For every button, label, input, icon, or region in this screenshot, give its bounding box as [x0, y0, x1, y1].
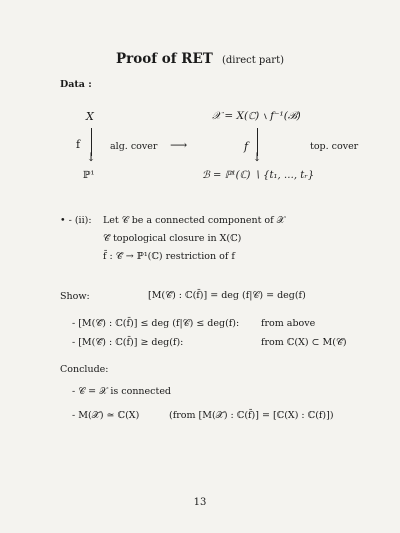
diagram-right-arrow-head-icon: ↓: [252, 150, 263, 164]
conclude-line-2: - M(𝒳̄) ≃ ℂ(X): [72, 410, 140, 421]
show-formula: [M(𝒞̄) : ℂ(f̄)] = deg (f|𝒞) = deg(f): [148, 290, 306, 301]
conclude-line-1: - 𝒞 = 𝒳 is connected: [72, 386, 172, 397]
diagram-left-map: f: [76, 138, 81, 151]
diagram-right-bottom: ℬ = ℙ¹(ℂ) ∖ {t₁, …, tᵣ}: [202, 170, 315, 181]
bullet-line-2: 𝒞̄ topological closure in X(ℂ): [103, 233, 242, 244]
diagram-right-map: f: [244, 140, 249, 153]
diagram-left-top: X: [86, 110, 94, 123]
slide-title: [0, 48, 400, 67]
conclude-line-2-reason: (from [M(𝒳̄) : ℂ(f̄)] = [ℂ(X) : ℂ(f)]): [169, 410, 334, 421]
show-line-1-reason: from above: [261, 318, 316, 329]
data-label: Data :: [60, 79, 92, 90]
show-line-1: - [M(𝒞̄) : ℂ(f̄)] ≤ deg (f|𝒞) ≤ deg(f):: [72, 318, 240, 329]
diagram-right-caption: top. cover: [310, 141, 359, 152]
diagram-right-top: 𝒳 = X(ℂ) ∖ f⁻¹(ℬ): [212, 110, 301, 122]
bullet-marker: • - (ii):: [60, 215, 92, 226]
title-subtitle: (direct part): [221, 55, 284, 66]
conclude-label: Conclude:: [60, 364, 109, 375]
show-label: Show:: [60, 291, 90, 302]
diagram-arrow-icon: ⟶: [170, 138, 188, 152]
page-number: 13: [193, 497, 207, 508]
title-main: Proof of RET: [115, 51, 213, 67]
bullet-line-1: Let 𝒞 be a connected component of 𝒳: [103, 215, 285, 226]
bullet-line-3: f̄ : 𝒞̄ → ℙ¹(ℂ) restriction of f: [103, 251, 235, 262]
diagram-left-bottom: ℙ¹: [83, 170, 95, 181]
show-line-2: - [M(𝒞̄) : ℂ(f̄)] ≥ deg(f):: [72, 337, 184, 348]
diagram-left-caption: alg. cover: [110, 141, 158, 152]
show-line-2-reason: from ℂ(X) ⊂ M(𝒞̄): [261, 337, 347, 348]
diagram-left-arrow-head-icon: ↓: [86, 150, 97, 164]
